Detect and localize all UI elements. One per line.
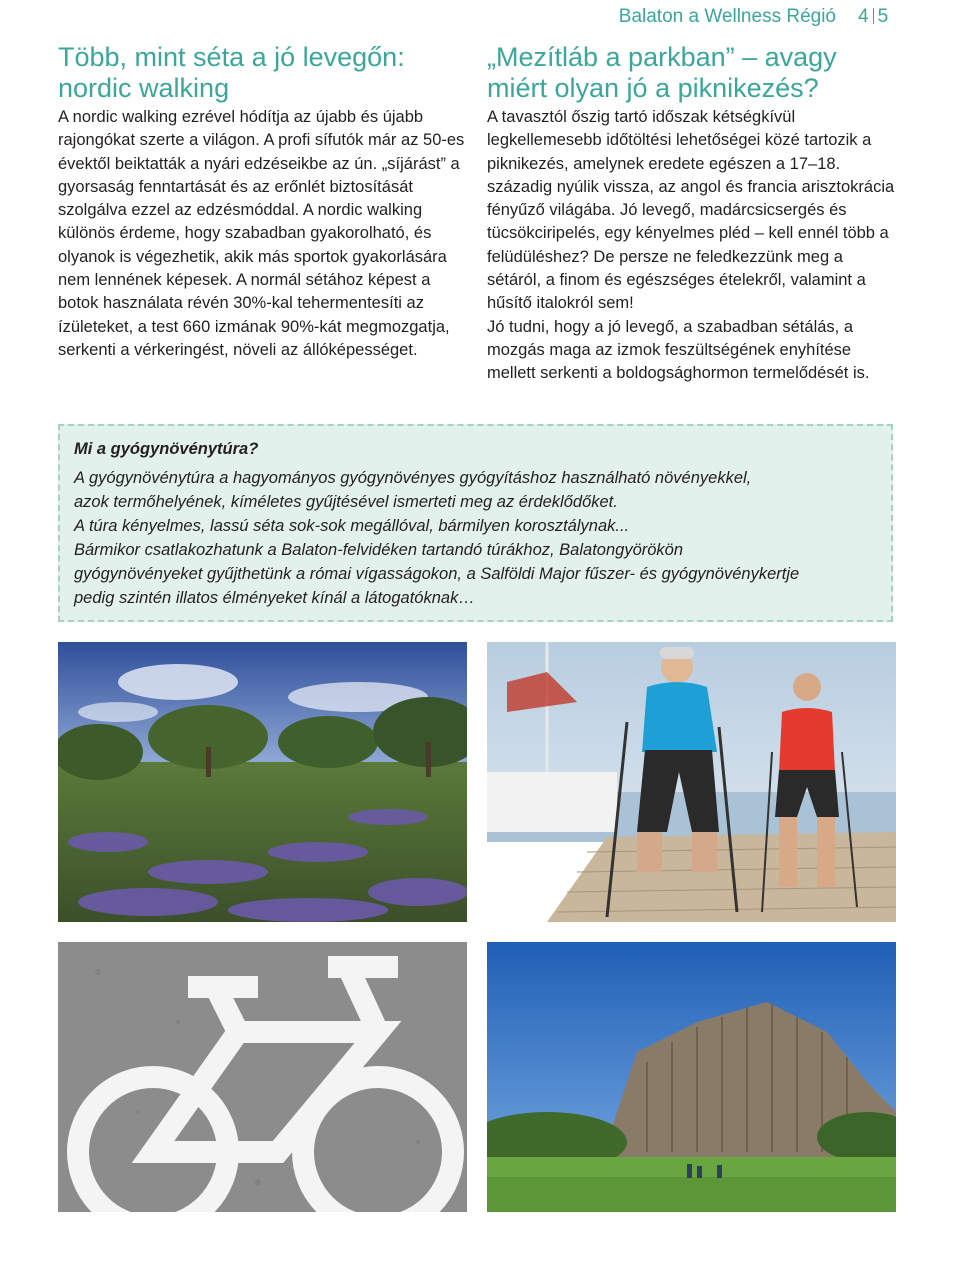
- left-article: [58, 42, 470, 362]
- infobox-line: gyógynövényeket gyűjthetünk a római vígasságokon, a Salföldi Major fűszer- és gyógynövénykertje: [74, 565, 800, 583]
- page-number-right: 5: [877, 6, 889, 27]
- infobox-line: A gyógynövénytúra a hagyományos gyógynövényes gyógyításhoz használható növényekkel,: [74, 469, 752, 487]
- basalt-hill-photo: [487, 942, 896, 1212]
- right-article-body-1: A tavasztól őszig tartó időszak kétségkívül legkellemesebb időtöltési lehetőségei közé tartozik a piknikezés, amelynek eredete egészen a 17–18. századig nyúlik vissza, az angol és francia arisztokrácia fényűző világába. Jó levegő, madárcsicsergés és tücsökciripelés, egy kényelmes pléd – kell ennél több a felüdüléshez? De persze ne feledkezzünk meg a sétáról, a finom és egészséges ételekről, valamint a hűsítő italokról sem!: [487, 108, 895, 313]
- nordic-walkers-photo: [487, 642, 896, 922]
- right-article-body-2: Jó tudni, hogy a jó levegő, a szabadban sétálás, a mozgás maga az izmok feszültségének enyhítése mellett serkenti a boldogsághormon termelődését is.: [487, 317, 870, 383]
- running-header: [619, 6, 836, 28]
- infobox-line: A túra kényelmes, lassú séta sok-sok megállóval, bármilyen korosztálynak...: [74, 517, 630, 535]
- infobox-line: azok termőhelyének, kíméletes gyűjtésével ismerteti meg az érdeklődőket.: [74, 493, 618, 511]
- right-article: [487, 42, 899, 386]
- page-number-left: 4: [858, 6, 869, 27]
- infobox-question: Mi a gyógynövénytúra?: [74, 440, 259, 458]
- infobox-line: Bármikor csatlakozhatunk a Balaton-felvidéken tartandó túrákhoz, Balatongyörökön: [74, 541, 684, 559]
- lavender-field-photo: [58, 642, 467, 922]
- infobox-text: [74, 466, 874, 610]
- bicycle-lane-marking-photo: [58, 942, 467, 1212]
- header-title: Balaton a Wellness Régió: [618, 6, 836, 27]
- page-number-divider: [873, 8, 874, 24]
- infobox-line: pedig szintén illatos élményeket kínál a látogatóknak…: [74, 589, 475, 607]
- left-article-body: A nordic walking ezrével hódítja az újabb és újabb rajongókat szerte a világon. A profi sífutók már az 50-es évektől beiktatták a nyári edzéseikbe az ún. „síjárást” a gyorsaság fenntartását és az erőnlét biztosítását szolgálva ezzel az edzésmóddal. A nordic walking különös érdeme, hogy szabadban gyakorolható, és olyanok is végezhetik, akik más sportok gyakorlására nem lennének képesek. A normál sétához képest a botok használata révén 30%-kal tehermentesíti az ízületeket, a test 660 izmának 90%-kát megmozgatja, serkenti a vérkeringést, növeli az állóképességet.: [58, 108, 465, 359]
- herb-tour-infobox: [58, 424, 893, 622]
- right-article-title: „Mezítláb a parkban” – avagy miért olyan jó a piknikezés?: [487, 42, 837, 103]
- page-numbers: [858, 6, 888, 28]
- left-article-title: Több, mint séta a jó levegőn: nordic walking: [58, 42, 405, 103]
